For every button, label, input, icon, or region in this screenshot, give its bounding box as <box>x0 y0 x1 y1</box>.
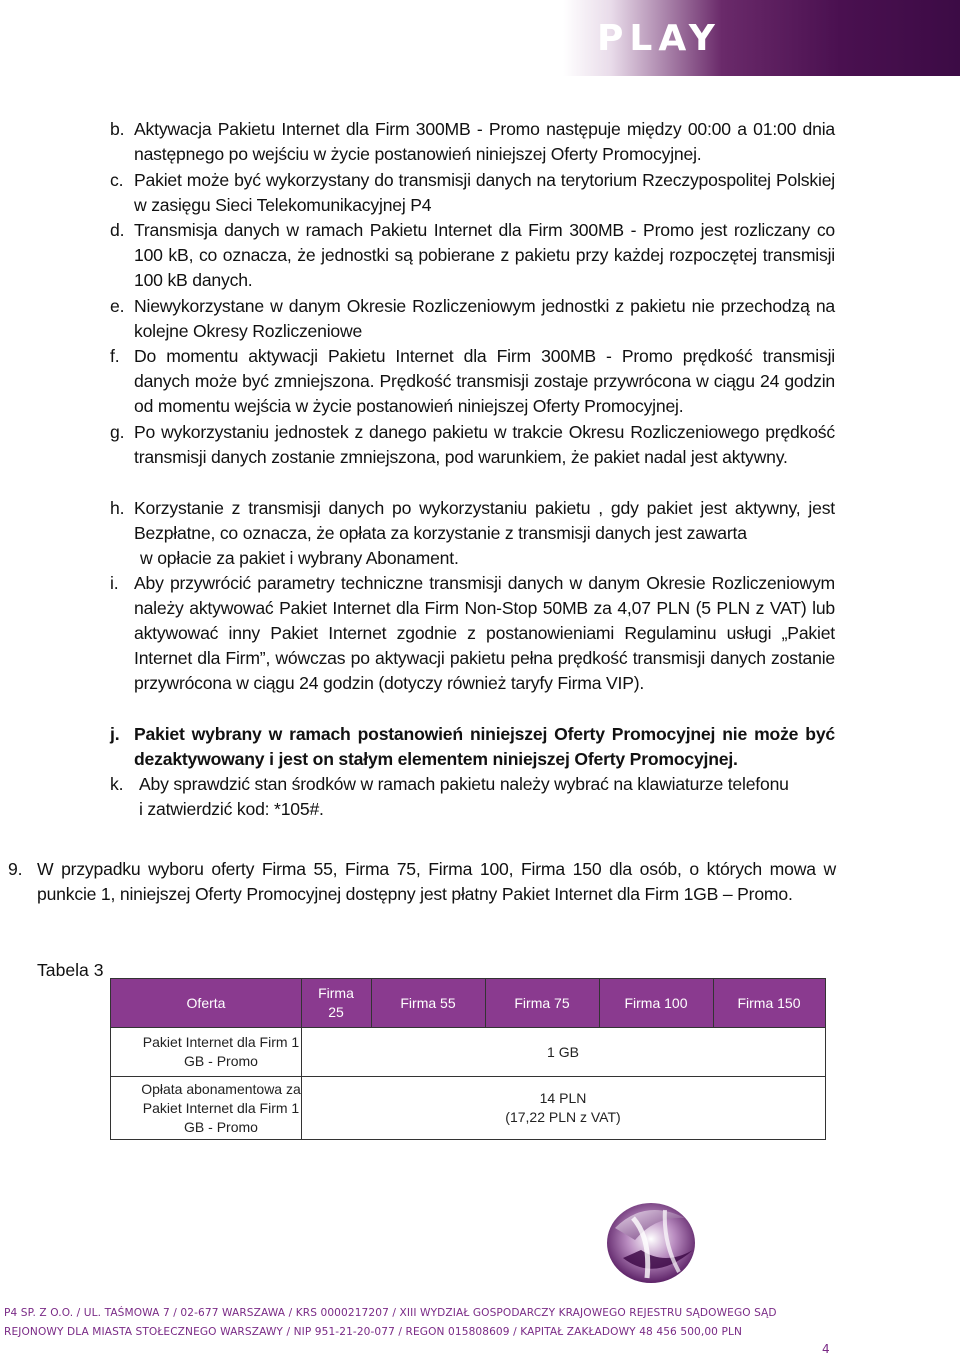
list-item-f <box>110 344 835 419</box>
table-caption: Tabela 3 <box>37 960 104 980</box>
item-marker: b. <box>110 119 125 139</box>
item-text: Aby przywrócić parametry techniczne transmisji danych w danym Okresie Rozliczeniowym należy aktywować Pakiet Internet dla Firm Non-Stop 50MB za 4,07 PLN (5 PLN z VAT) lub aktywować inny Pakiet Internet zgodnie z postanowieniami Regulaminu usługi „Pakiet Internet dla Firm”, wówczas po aktywacji pakietu pełna prędkość transmisji danych zostanie przywrócona w ciągu 24 godzin (dotyczy również taryfy Firma VIP). <box>134 573 835 693</box>
item-marker: j. <box>110 724 120 744</box>
list-item-j <box>110 722 835 772</box>
item-text: Aktywacja Pakietu Internet dla Firm 300MB - Promo następuje między 00:00 a 01:00 dnia następnego po wejściu w życie postanowień niniejszej Oferty Promocyjnej. <box>134 119 835 164</box>
header-cell-firma-55: Firma 55 <box>400 994 456 1011</box>
item-marker: d. <box>110 220 125 240</box>
point-9 <box>8 857 836 907</box>
fee-gross: (17,22 PLN z VAT) <box>505 1109 621 1125</box>
item-text: Do momentu aktywacji Pakietu Internet dla Firm 300MB - Promo prędkość transmisji danych może być zmniejszona. Prędkość transmisji zostaje przywrócona w ciągu 24 godzin od momentu wejścia w życie postanowień niniejszej Oferty Promocyjnej. <box>134 346 835 416</box>
item-marker: g. <box>110 422 125 442</box>
column-divider <box>713 979 714 1027</box>
list-item-g <box>110 420 835 470</box>
list-item-c <box>110 168 835 218</box>
list-item-h <box>110 496 835 571</box>
item-text-continued: i zatwierdzić kod: *105#. <box>139 799 324 819</box>
footer-line-1: P4 SP. Z O.O. / UL. TAŚMOWA 7 / 02-677 WARSZAWA / KRS 0000217207 / XIII WYDZIAŁ GOSPODARCZY KRAJOWEGO REJESTRU SĄDOWEGO SĄD <box>4 1307 777 1319</box>
footer-line-2: REJONOWY DLA MIASTA STOŁECZNEGO WARSZAWY / NIP 951-21-20-077 / REGON 015808609 / KAPITAŁ ZAKŁADOWY 48 456 500,00 PLN <box>4 1326 742 1338</box>
item-marker: k. <box>110 774 124 794</box>
item-marker: e. <box>110 296 125 316</box>
list-item-k <box>110 772 835 822</box>
fee-net: 14 PLN <box>539 1090 587 1106</box>
column-divider <box>485 979 486 1027</box>
list-item-e <box>110 294 835 344</box>
row-label-package: Pakiet Internet dla Firm 1 GB - Promo <box>142 1034 300 1069</box>
offer-table <box>110 978 826 1140</box>
item-marker: c. <box>110 170 124 190</box>
header-cell-firma-75: Firma 75 <box>514 994 570 1011</box>
item-text-continued: w opłacie za pakiet i wybrany Abonament. <box>140 548 459 568</box>
row-value-fee <box>301 1077 825 1139</box>
list-item-b <box>110 117 835 167</box>
point-marker: 9. <box>8 859 23 879</box>
item-marker: i. <box>110 573 119 593</box>
play-swirl-logo <box>585 1188 715 1293</box>
header-cell-oferta: Oferta <box>186 994 226 1011</box>
item-text: Transmisja danych w ramach Pakietu Internet dla Firm 300MB - Promo jest rozliczany co 100 kB, co oznacza, że jednostki są pobierane z pakietu przy każdej rozpoczętej transmisji 100 kB danych. <box>134 220 835 290</box>
list-item-d <box>110 218 835 293</box>
column-divider <box>599 979 600 1027</box>
header-cell-firma-100: Firma 100 <box>624 994 688 1011</box>
row-value-package: 1 GB <box>547 1043 579 1060</box>
column-divider <box>371 979 372 1027</box>
row-label-fee: Opłata abonamentowa za Pakiet Internet dla Firm 1 GB - Promo <box>141 1080 301 1135</box>
item-text: Pakiet może być wykorzystany do transmisji danych na terytorium Rzeczypospolitej Polskiej w zasięgu Sieci Telekomunikacyjnej P4 <box>134 170 835 215</box>
item-marker: h. <box>110 498 125 518</box>
page-number: 4 <box>822 1342 830 1356</box>
play-logo: PLAY <box>597 18 721 59</box>
header-cell-firma-150: Firma 150 <box>737 994 801 1011</box>
item-text: Aby sprawdzić stan środków w ramach pakietu należy wybrać na klawiaturze telefonu <box>139 774 789 794</box>
point-text: W przypadku wyboru oferty Firma 55, Firma 75, Firma 100, Firma 150 dla osób, o których mowa w punkcie 1, niniejszej Oferty Promocyjnej dostępny jest płatny Pakiet Internet dla Firm 1GB – Promo. <box>37 859 836 904</box>
item-text: Niewykorzystane w danym Okresie Rozliczeniowym jednostki z pakietu nie przechodzą na kolejne Okresy Rozliczeniowe <box>134 296 835 341</box>
item-text: Po wykorzystaniu jednostek z danego pakietu w trakcie Okresu Rozliczeniowego prędkość transmisji danych zostanie zmniejszona, pod warunkiem, że pakiet nadal jest aktywny. <box>134 422 835 467</box>
header-cell-firma-25: Firma 25 <box>318 985 354 1020</box>
item-text: Korzystanie z transmisji danych po wykorzystaniu pakietu , gdy pakiet jest aktywny, jest Bezpłatne, co oznacza, że opłata za korzystanie z transmisji danych jest zawarta <box>134 498 835 543</box>
item-marker: f. <box>110 346 120 366</box>
item-text: Pakiet wybrany w ramach postanowień niniejszej Oferty Promocyjnej nie może być dezaktywowany i jest on stałym elementem niniejszej Oferty Promocyjnej. <box>134 724 835 769</box>
list-item-i <box>110 571 835 696</box>
